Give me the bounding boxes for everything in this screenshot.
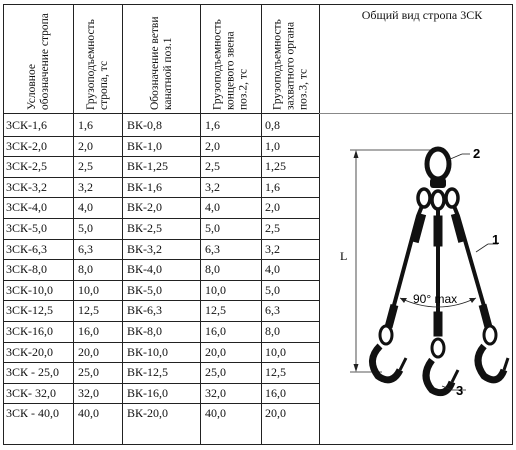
table-cell-designation: 3СК-2,0 [6, 138, 48, 153]
table-cell: ВК-2,5 [127, 221, 163, 235]
table-cell: 2,5 [205, 159, 220, 174]
table-cell: ВК-6,3 [127, 303, 163, 318]
table-cell: 32,0 [205, 385, 226, 400]
table-cell: 10,0 [265, 344, 286, 359]
angle-label: 90° max [413, 292, 458, 306]
table-cell-designation: 3СК-20,0 [6, 344, 54, 359]
table-cell: 2,0 [265, 200, 280, 215]
table-cell-designation: 3СК-3,2 [6, 179, 48, 194]
rope-legs [385, 206, 491, 336]
table-cell: 3,2 [205, 179, 220, 194]
table-cell: 12,5 [205, 303, 226, 318]
table-cell: 16,0 [78, 324, 99, 338]
table-cell: 2,0 [205, 138, 220, 153]
table-cell: 25,0 [78, 365, 99, 380]
table-cell: 12,5 [265, 365, 286, 380]
table-cell: ВК-8,0 [127, 324, 163, 338]
table-cell-designation: 3СК-8,0 [6, 262, 48, 277]
table-cell: ВК-0,8 [127, 118, 163, 132]
table-cell-designation: 3СК-4,0 [6, 200, 48, 215]
table-cell-designation: 3СК - 25,0 [6, 365, 60, 380]
table-cell: ВК-1,25 [127, 159, 169, 174]
table-cell: 32,0 [78, 385, 99, 400]
table-cell: 20,0 [205, 344, 226, 359]
header-end-link-capacity: Грузоподъемность концевого звена поз.2, тс [211, 19, 250, 110]
header-rope-branch: Обозначение ветви канатной поз.1 [148, 16, 174, 110]
table-cell: 16,0 [265, 385, 286, 400]
callout-3: 3 [456, 383, 464, 398]
table-cell: 2,5 [265, 221, 280, 235]
table-cell: 40,0 [205, 406, 226, 421]
header-sling-capacity: Грузоподъемность стропа, тс [85, 19, 110, 110]
table-cell: 10,0 [78, 282, 99, 297]
table-cell: 25,0 [205, 365, 226, 380]
table-cell: ВК-16,0 [127, 385, 169, 400]
table-cell: ВК-1,6 [127, 179, 163, 194]
table-cell: 10,0 [205, 282, 226, 297]
table-cell-designation: 3СК - 40,0 [6, 406, 60, 421]
table-cell: 2,0 [78, 138, 93, 153]
table-cell: 1,0 [265, 138, 280, 153]
table-cell: 0,8 [265, 118, 280, 132]
table-cell: ВК-12,5 [127, 365, 169, 380]
sling-drawing [330, 120, 512, 410]
table-cell-designation: 3СК-6,3 [6, 241, 48, 256]
table-cell: 12,5 [78, 303, 99, 318]
table-cell: 40,0 [78, 406, 99, 421]
master-link [430, 178, 446, 188]
table-cell: ВК-10,0 [127, 344, 169, 359]
header-designation: Условное обозначение стропа [25, 13, 51, 110]
table-cell: ВК-3,2 [127, 241, 163, 256]
table-cell: 1,6 [265, 179, 280, 194]
table-cell: 8,0 [265, 324, 280, 338]
table-cell: 4,0 [205, 200, 220, 215]
table-cell: 6,3 [265, 303, 280, 318]
table-cell: 1,6 [205, 118, 220, 132]
table-cell: 1,6 [78, 118, 93, 132]
table-cell: 6,3 [205, 241, 220, 256]
table-cell: 5,0 [205, 221, 220, 235]
table-cell-designation: 3СК-1,6 [6, 118, 48, 132]
table-cell: 4,0 [78, 200, 93, 215]
table-cell: 16,0 [205, 324, 226, 338]
drawing-title: Общий вид стропа 3СК [361, 8, 483, 22]
table-cell: ВК-4,0 [127, 262, 163, 277]
table-cell: ВК-5,0 [127, 282, 163, 297]
table-cell: 20,0 [78, 344, 99, 359]
table-cell: ВК-1,0 [127, 138, 163, 153]
table-cell: 3,2 [78, 179, 93, 194]
table-cell-designation: 3СК-2,5 [6, 159, 48, 174]
hook-left [372, 326, 406, 380]
table-cell: 20,0 [265, 406, 286, 421]
table-cell: 8,0 [78, 262, 93, 277]
table-cell-designation: 3СК-12,5 [6, 303, 54, 318]
table-cell-designation: 3СК-5,0 [6, 221, 48, 235]
hook-middle [426, 339, 458, 393]
table-cell: 8,0 [205, 262, 220, 277]
table-cell-designation: 3СК-10,0 [6, 282, 54, 297]
table-cell: 5,0 [78, 221, 93, 235]
hook-right [478, 326, 508, 380]
callout-2: 2 [473, 146, 481, 161]
table-cell: 5,0 [265, 282, 280, 297]
table-cell: 6,3 [78, 241, 93, 256]
table-cell: 3,2 [265, 241, 280, 256]
table-cell-designation: 3СК-16,0 [6, 324, 54, 338]
callout-1: 1 [492, 232, 500, 247]
header-gripping-capacity: Грузоподъемность захватного органа поз.3, тс [271, 19, 309, 110]
table-cell: ВК-2,0 [127, 200, 163, 215]
table-cell: ВК-20,0 [127, 406, 169, 421]
table-cell: 2,5 [78, 159, 93, 174]
dimension-L-label: L [340, 249, 348, 263]
table-cell: 4,0 [265, 262, 280, 277]
table-cell-designation: 3СК- 32,0 [6, 385, 57, 400]
table-cell: 1,25 [265, 159, 286, 174]
